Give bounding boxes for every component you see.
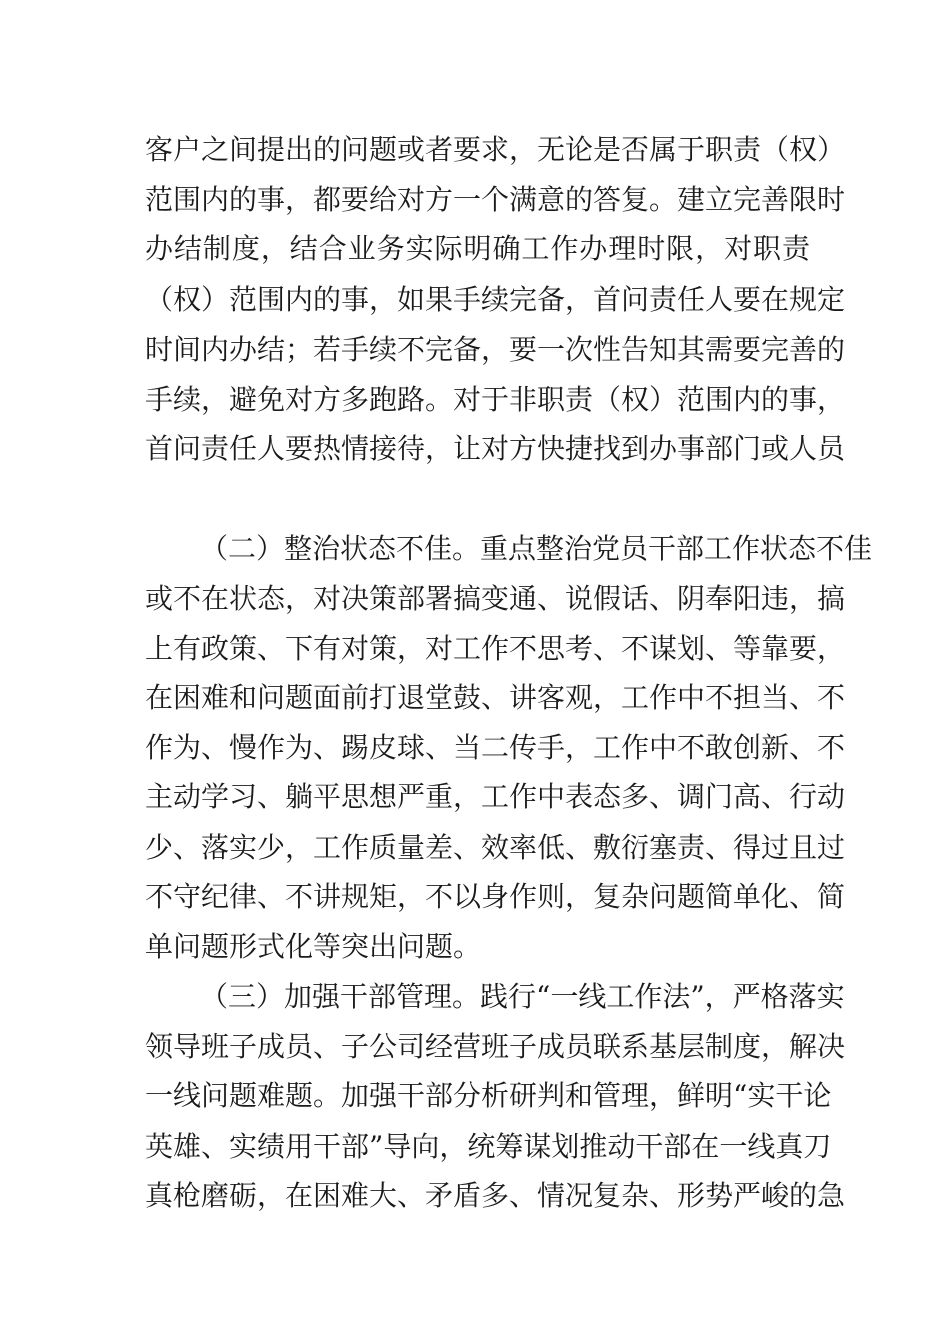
- paragraph-line: 单问题形式化等突出问题。: [145, 930, 482, 963]
- paragraph-line: 时间内办结；若手续不完备，要一次性告知其需要完善的: [145, 333, 846, 366]
- paragraph-line: 办结制度，结合业务实际明确工作办理时限，对职责: [145, 232, 810, 265]
- paragraph-line: 领导班子成员、子公司经营班子成员联系基层制度，解决: [145, 1030, 846, 1063]
- paragraph-line: 作为、慢作为、踢皮球、当二传手，工作中不敢创新、不: [145, 731, 846, 764]
- paragraph-line: 客户之间提出的问题或者要求，无论是否属于职责（权）: [145, 133, 846, 166]
- paragraph-line: 或不在状态，对决策部署搞变通、说假话、阴奉阳违，搞: [145, 582, 846, 615]
- paragraph-line: 范围内的事，都要给对方一个满意的答复。建立完善限时: [145, 183, 846, 216]
- paragraph-line: 在困难和问题面前打退堂鼓、讲客观，工作中不担当、不: [145, 681, 846, 714]
- paragraph-line: （二）整治状态不佳。重点整治党员干部工作状态不佳: [200, 532, 873, 565]
- paragraph-line: （三）加强干部管理。践行“一线工作法”，严格落实: [200, 980, 845, 1013]
- paragraph-line: 首问责任人要热情接待，让对方快捷找到办事部门或人员: [145, 432, 846, 465]
- paragraph-line: 不守纪律、不讲规矩，不以身作则，复杂问题简单化、简: [145, 880, 846, 913]
- paragraph-line: 真枪磨砺，在困难大、矛盾多、情况复杂、形势严峻的急: [145, 1179, 846, 1212]
- paragraph-line: 一线问题难题。加强干部分析研判和管理，鲜明“实干论: [145, 1079, 832, 1112]
- paragraph-line: 少、落实少，工作质量差、效率低、敷衍塞责、得过且过: [145, 831, 846, 864]
- paragraph-line: 手续，避免对方多跑路。对于非职责（权）范围内的事，: [145, 383, 846, 416]
- paragraph-line: 主动学习、躺平思想严重，工作中表态多、调门高、行动: [145, 780, 846, 813]
- paragraph-line: 上有政策、下有对策，对工作不思考、不谋划、等靠要，: [145, 632, 846, 665]
- paragraph-line: 英雄、实绩用干部”导向，统筹谋划推动干部在一线真刀: [145, 1130, 832, 1163]
- paragraph-line: （权）范围内的事，如果手续完备，首问责任人要在规定: [145, 283, 846, 316]
